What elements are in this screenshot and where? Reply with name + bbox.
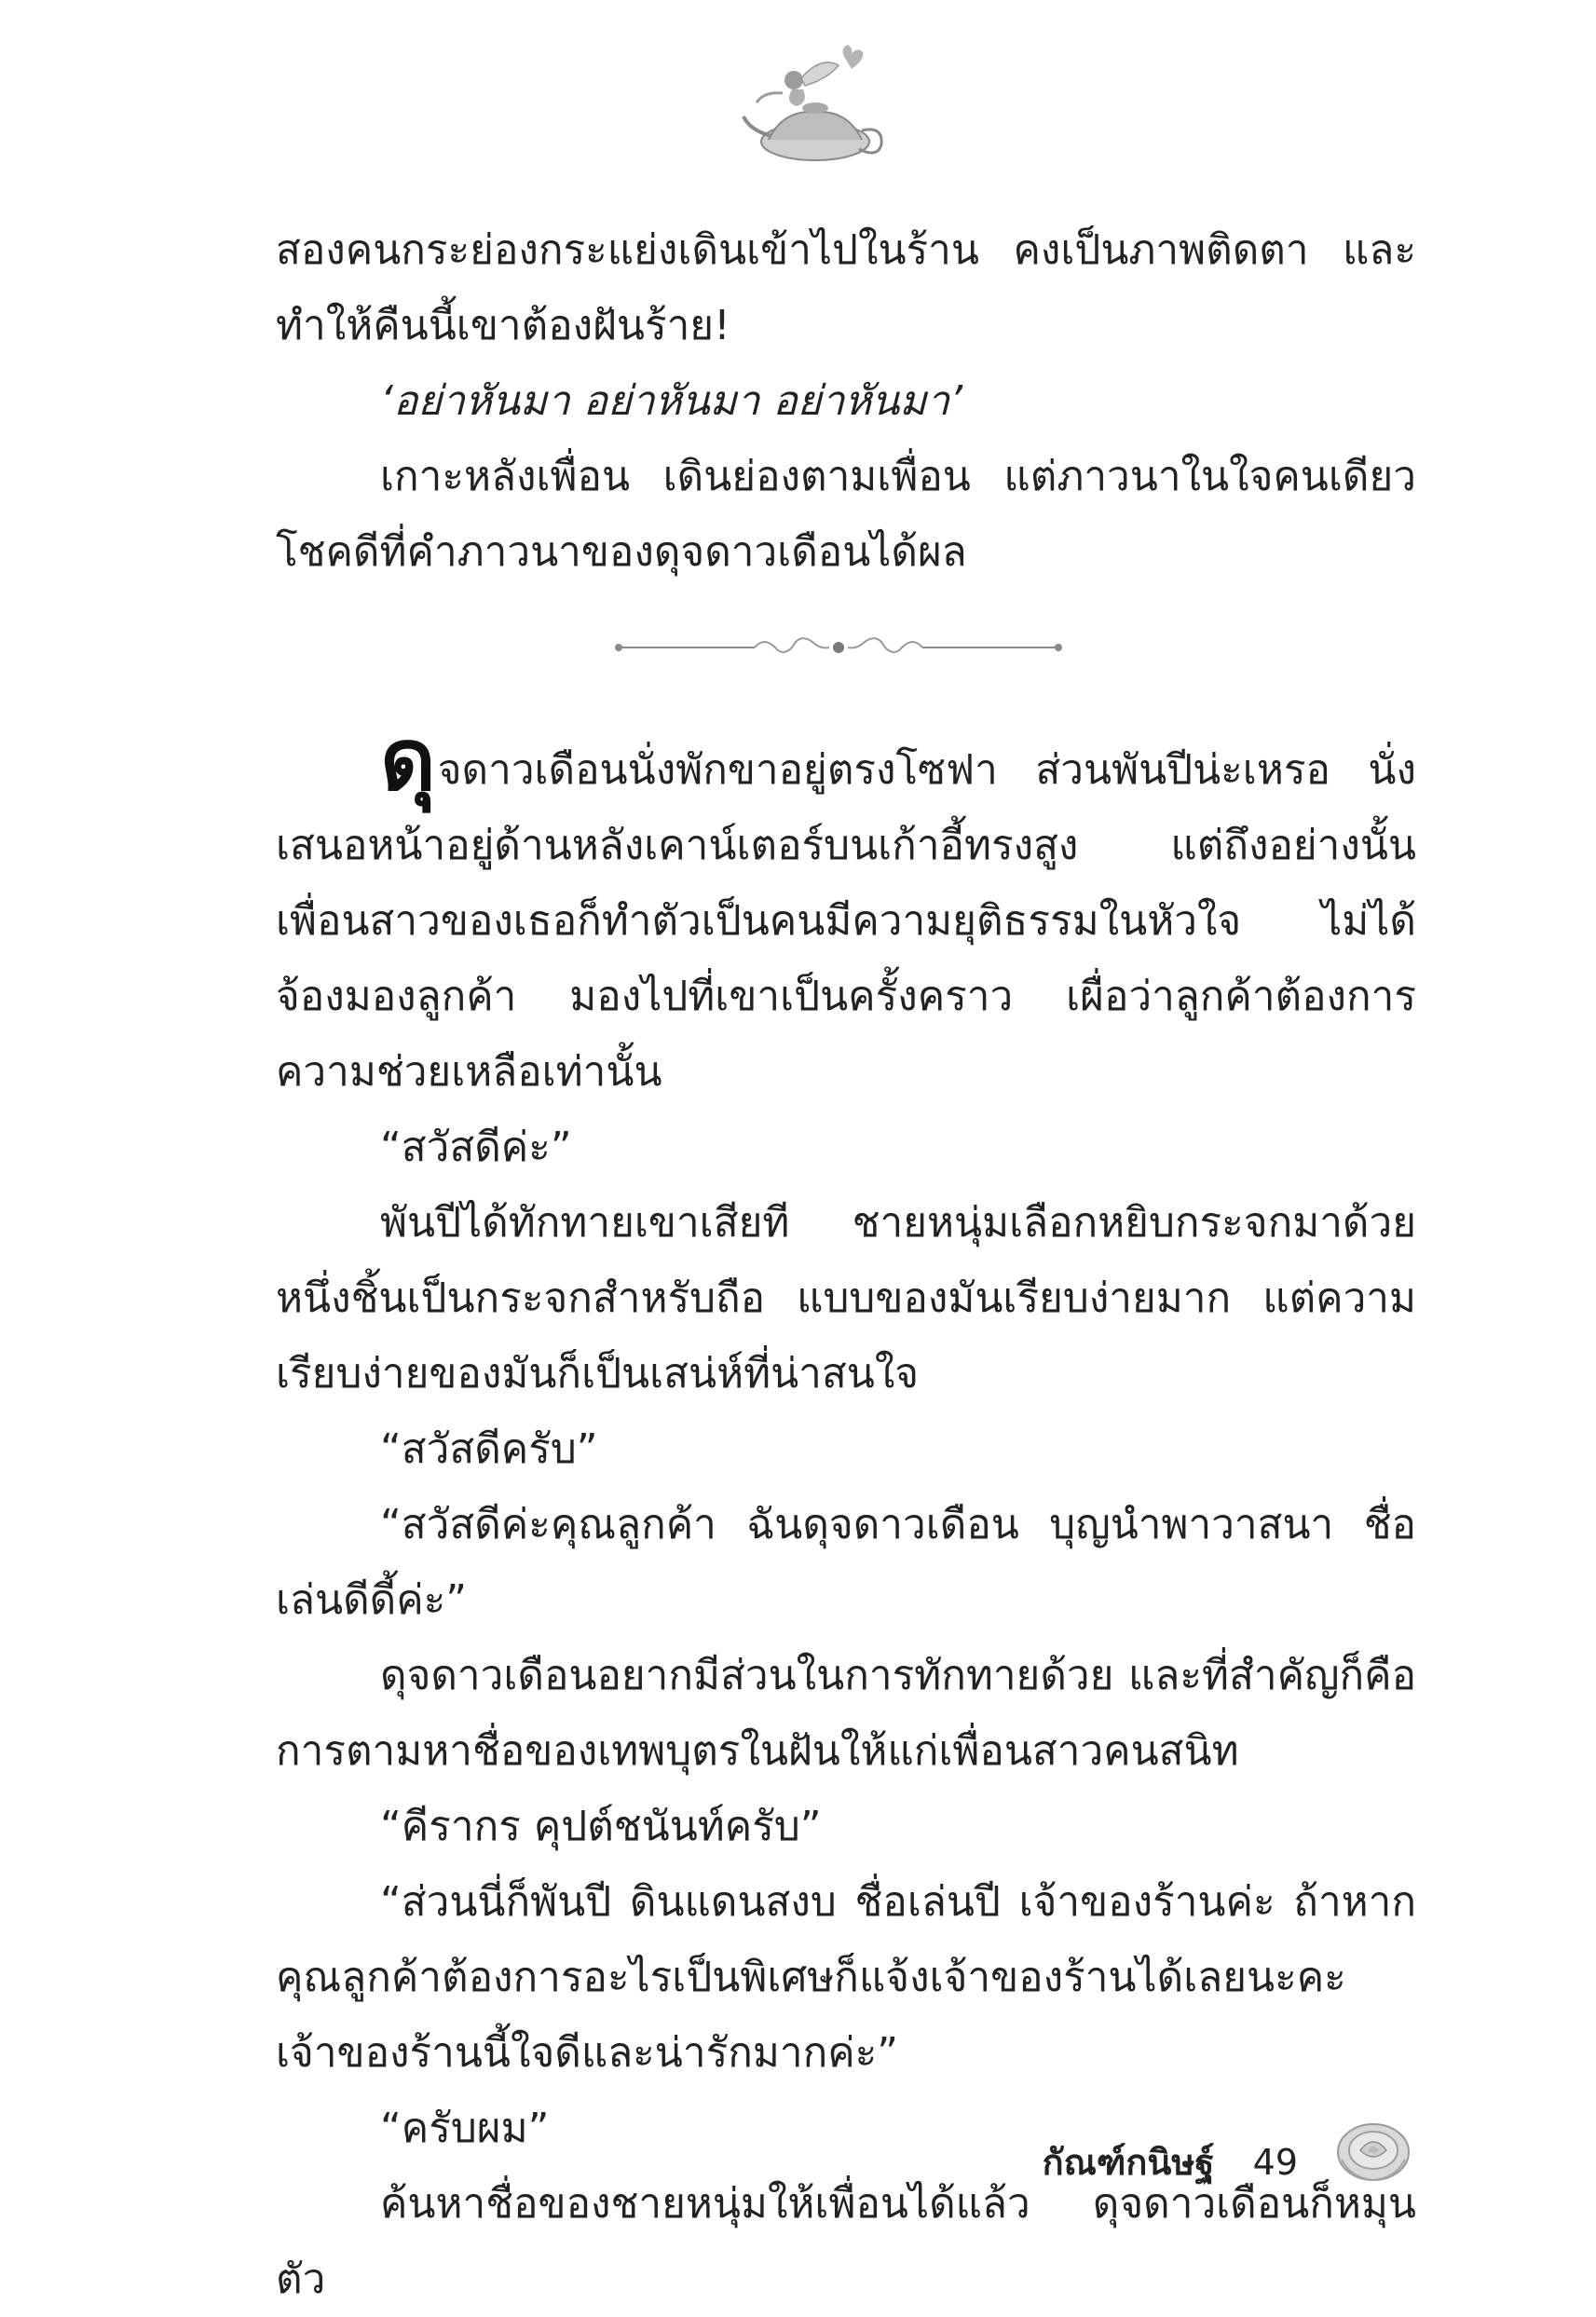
paragraph-italic-thought: ‘อย่าหันมา อย่าหันมา อย่าหันมา’	[380, 377, 963, 425]
paragraph-text: จดาวเดือนนั่งพักขาอยู่ตรงโซฟา ส่วนพันปีน่ะเหรอ นั่งเสนอหน้าอยู่ด้านหลังเคาน์เตอร์บนเก้าอี้ทรงสูง แต่ถึงอย่างนั้น เพื่อนสาวของเธอก็ทำตัวเป็นคนมีความยุติธรรมในหัวใจ ไม่ได้จ้องมองลูกค้า มองไปที่เขาเป็นครั้งคราว เผื่อว่าลูกค้าต้องการความช่วยเหลือเท่านั้น	[276, 746, 1416, 1096]
paragraph: ค้นหาชื่อของชายหนุ่มให้เพื่อนได้แล้ว ดุจดาวเดือนก็หมุนตัว	[276, 2180, 1416, 2303]
paragraph: พันปีได้ทักทายเขาเสียที ชายหนุ่มเลือกหยิบกระจกมาด้วยหนึ่งชิ้นเป็นกระจกสำหรับถือ แบบของมันเรียบง่ายมาก แต่ความเรียบง่ายของมันก็เป็นเสน่ห์ที่น่าสนใจ	[276, 1199, 1416, 1397]
page-footer	[1043, 2133, 1298, 2190]
drop-cap: ดุ	[380, 710, 436, 810]
text-block-1	[276, 212, 1416, 590]
dialogue-line: “คีรากร คุปต์ชนันท์ครับ”	[380, 1803, 822, 1850]
dialogue-line: “ครับผม”	[380, 2105, 550, 2152]
paragraph: ดุจดาวเดือนอยากมีส่วนในการทักทายด้วย และที่สำคัญก็คือการตามหาชื่อของเทพบุตรในฝันให้แก่เพื่อนสาวคนสนิท	[276, 1652, 1416, 1775]
dialogue-line: “สวัสดีค่ะ”	[380, 1124, 572, 1171]
dialogue-line: “สวัสดีครับ”	[380, 1425, 598, 1473]
text-block-2	[276, 710, 1416, 2317]
page-number: 49	[1252, 2142, 1298, 2183]
angel-teapot-emblem-icon	[727, 37, 894, 177]
paragraph-opening	[276, 710, 1416, 1110]
ornamental-divider-icon	[615, 620, 1062, 675]
dialogue-line: “ส่วนนี่ก็พันปี ดินแดนสงบ ชื่อเล่นปี เจ้าของร้านค่ะ ถ้าหากคุณลูกค้าต้องการอะไรเป็นพิเศษก็แจ้งเจ้าของร้านได้เลยนะคะ เจ้าของร้านนี้ใจดีและน่ารักมากค่ะ”	[276, 1878, 1416, 2077]
paragraph: เกาะหลังเพื่อน เดินย่องตามเพื่อน แต่ภาวนาในใจคนเดียว โชคดีที่คำภาวนาของดุจดาวเดือนได้ผล	[276, 453, 1416, 576]
rose-icon	[1332, 2113, 1414, 2188]
paragraph: สองคนกระย่องกระแย่งเดินเข้าไปในร้าน คงเป็นภาพติดตา และทำให้คืนนี้เขาต้องฝันร้าย!	[276, 226, 1416, 349]
book-title: กัณฑ์กนิษฐ์	[1042, 2142, 1215, 2183]
dialogue-line: “สวัสดีค่ะคุณลูกค้า ฉันดุจดาวเดือน บุญนำพาวาสนา ชื่อเล่นดีดี้ค่ะ”	[276, 1501, 1416, 1624]
